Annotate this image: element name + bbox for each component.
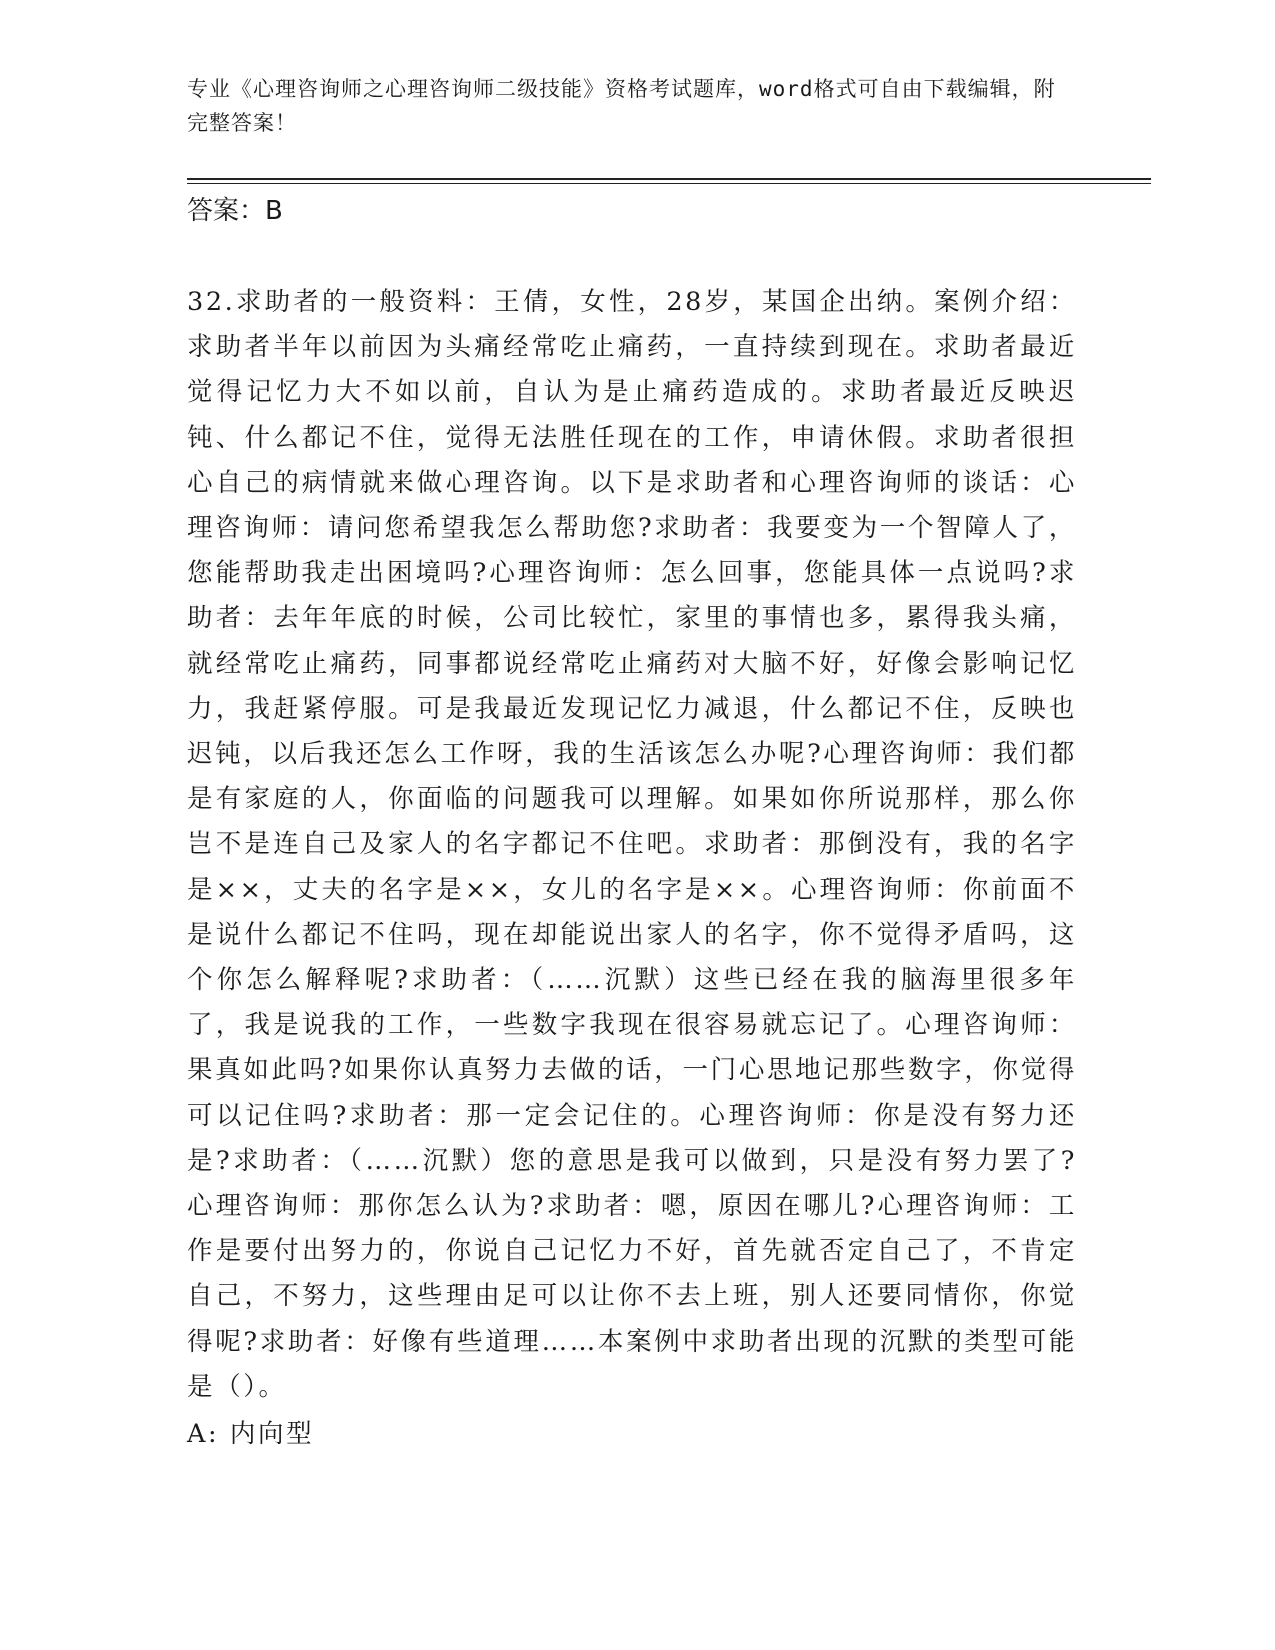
document-header: 专业《心理咨询师之心理咨询师二级技能》资格考试题库，word格式可自由下载编辑，附完整答案！ — [187, 77, 1056, 135]
question-text: 32.求助者的一般资料：王倩，女性，28岁，某国企出纳。案例介绍：求助者半年以前因为头痛经常吃止痛药，一直持续到现在。求助者最近觉得记忆力大不如以前，自认为是止痛药造成的。求助者最近反映迟钝、什么都记不住，觉得无法胜任现在的工作，申请休假。求助者很担心自己的病情就来做心理咨询。以下是求助者和心理咨询师的谈话：心理咨询师：请问您希望我怎么帮助您?求助者：我要变为一个智障人了，您能帮助我走出困境吗?心理咨询师：怎么回事，您能具体一点说吗?求助者：去年年底的时候，公司比较忙，家里的事情也多，累得我头痛，就经常吃止痛药，同事都说经常吃止痛药对大脑不好，好像会影响记忆力，我赶紧停服。可是我最近发现记忆力减退，什么都记不住，反映也迟钝，以后我还怎么工作呀，我的生活该怎么办呢?心理咨询师：我们都是有家庭的人，你面临的问题我可以理解。如果如你所说那样，那么你岂不是连自己及家人的名字都记不住吧。求助者：那倒没有，我的名字是××，丈夫的名字是××，女儿的名字是××。心理咨询师：你前面不是说什么都记不住吗，现在却能说出家人的名字，你不觉得矛盾吗，这个你怎么解释呢?求助者：（……沉默）这些已经在我的脑海里很多年了，我是说我的工作，一些数字我现在很容易就忘记了。心理咨询师：果真如此吗?如果你认真努力去做的话，一门心思地记那些数字，你觉得可以记住吗?求助者：那一定会记住的。心理咨询师：你是没有努力还是?求助者：（……沉默）您的意思是我可以做到，只是没有努力罢了?心理咨询师：那你怎么认为?求助者：嗯，原因在哪儿?心理咨询师：工作是要付出努力的，你说自己记忆力不好，首先就否定自己了，不肯定自己，不努力，这些理由足可以让你不去上班，别人还要同情你，你觉得呢?求助者：好像有些道理……本案例中求助者出现的沉默的类型可能是（）。 — [187, 287, 1077, 1402]
answer-line: 答案：B — [187, 196, 283, 226]
option-a: A: 内向型 — [187, 1419, 315, 1449]
header-divider — [187, 178, 1151, 184]
